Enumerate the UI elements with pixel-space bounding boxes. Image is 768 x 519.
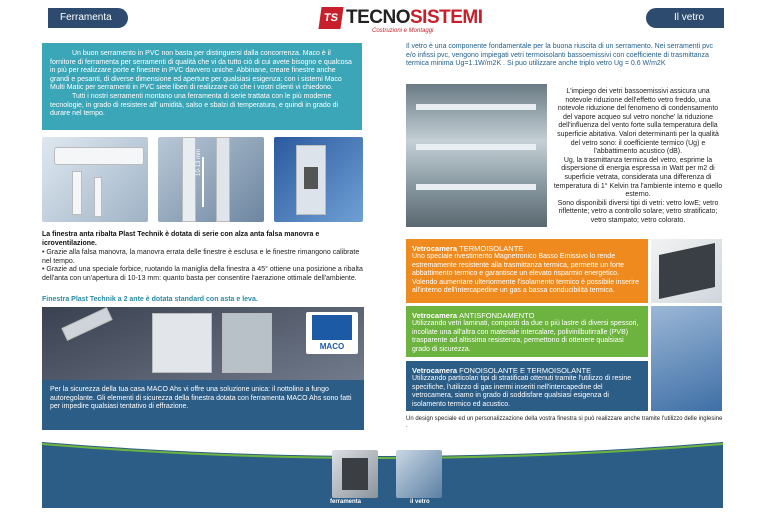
card-antisfondamento-text: Utilizzando vetri laminati, composti da due o più lastre di diversi spessori, incollate una all'altra con materiale intercalare, polivinilbutirralle (PVB) trasparente ad altissima resistenza, permettono di ottenere qualsiasi grado di sicurezza. [412,320,639,353]
card-antisfondamento-title: Vetrocamera ANTISFONDAMENTO [412,311,535,320]
glass-paragraph-1: L'impiego dei vetri bassoemissivi assicura una notevole riduzione dell'effetto vetro freddo, una notevole riduzione del fenomeno di condensamento del vapore acqueo sul vetro nonche' la riduzione dell'influenza del vento forte sulla temperatura della superficie abitativa. Valori determinanti per la qualità del vetro sono: il coefficiente termico (Ug) e l'abbattimento acustico (dB). [557,88,719,156]
thumbnail-ferramenta [332,450,378,498]
maco-emblem-icon [312,315,352,340]
tilt-opening-photo [158,137,264,222]
footnote-line-1: Un design speciale ed un personalizzazione della vostra finestra si può realizzare anche tramite l'utilizzo delle inglesine . [406,416,723,430]
features-list [42,249,364,283]
footer-wave [42,430,723,470]
glass-building-image [651,306,722,411]
logo-mark-icon: TS [318,7,343,29]
handle-photo-white [42,137,148,222]
vetro-intro-text: Il vetro è una componente fondamentale per la buona riuscita di un serramento. Nei serramenti pvc e/o infissi pvc, vengono impiegati vetri termoisolanti bassoemissivi con coefficiente di trasmittanza termica minima Ug=1.1W/m2K . Si puo utilizzare anche triplo vetro Ug = 0.6 W/m2K [406,43,714,68]
section-tab-vetro: Il vetro [646,8,724,28]
hinge-photo [274,137,363,222]
thumbnail-ferramenta-label: ferramenta [330,499,362,505]
section-tab-ferramenta: Ferramenta [48,8,128,28]
low-e-glass-description [553,88,723,226]
glass-production-photo [406,84,547,227]
thumbnail-vetro-label: il vetro [410,499,430,505]
maco-logo-text: MACO [319,342,345,351]
anta-ribalta-heading: La finestra anta ribalta Plast Technik è dotata di serie con alza anta falsa manovra e icroventilazione. [42,231,320,247]
glass-paragraph-3: Sono disponibili diversi tipi di vetri: vetro lowE; vetro riflettente; vetro a controllo solare; vetro stratificato; vetro stampato; vetro colorato. [557,199,719,224]
card-termoisolante-title: Vetrocamera TERMOISOLANTE [412,244,524,253]
window-tilt-image [651,239,722,303]
company-logo [320,7,483,37]
card-termoisolante [406,239,648,303]
two-sash-heading: Finestra Plast Technik a 2 ante è dotata standard con asta e leva. [42,296,258,303]
card-fonoisolante-title: Vetrocamera FONOISOLANTE E TERMOISOLANTE [412,366,592,375]
ferramenta-intro-box [42,43,362,130]
gap-measure-label: 10-13 mm [196,148,202,176]
logo-wordmark: TECNOSISTEMI [346,7,483,28]
intro-paragraph-2: Tutti i nostri serramenti montano una ferramenta di serie trattata con le più moderne tecnologie, in grado di resistere all' umidità, salso e sbalzi di temperatura, e quindi in grado di durare nel tempo. [50,92,339,118]
card-antisfondamento [406,306,648,357]
maco-security-text: Per la sicurezza della tua casa MACO Ahs vi offre una soluzione unica: il nottolino a fungo autoregolante. Gli elementi di sicurezza della finestra dotata con ferramenta MACO Ahs sono fatti per impedire qualsiasi tentativo di effrazione. [50,386,352,411]
card-fonoisolante [406,361,648,411]
feature-bullet-1: • Grazie alla falsa manovra, la manovra errata delle finestre è esclusa e le finestre rimangono calibrate nel tempo. [42,249,360,265]
thumbnail-vetro [396,450,442,498]
maco-security-box [42,380,364,433]
maco-logo [306,312,358,354]
glass-paragraph-2: Ug, la trasmittanza termica del vetro, esprime la dispersione di energia espressa in Watt per m2 di superficie vetrata, considerata una differenza di temperatura di 1° Kelvin tra l'ambiente interno e quello esterno. [553,156,723,199]
card-termoisolante-text: Uno speciale rivestimento Magnetronico Basso Emissivo lo rende estremamente resistente alla trasmittanza termica, permette un forte abbattimento termico e garantisce un elevato risparmio energetico. Volendo aumentare ulteriormente l'isolamento termico è possibile inserire all'interno dell'intercapedine un gas a bassa conducibilità termica. [412,253,640,295]
feature-bullet-2: • Grazie ad una speciale forbice, ruotando la maniglia della finestra a 45° ottiene una posizione a ribalta dell'anta con un'apertura di 10-13 mm: quanto basta per consentire l'aerazione ottimale dell'ambiente. [42,266,363,282]
logo-tagline: Costruzioni e Montaggi [372,28,434,34]
intro-paragraph-1: Un buon serramento in PVC non basta per distinguersi dalla concorrenza. Maco è il fornitore di ferramenta per serramenti di qualità che vi da tutto ciò di cui avete bisogno e qualcosa in più per realizzare porte e finestre in PVC davvero uniche. Abbinane, creare finestre anche grandi e pesanti, di diverse dimensione ed aperture per qualsiasi esigenza: con i sistemi Maco Multi Matic per serramenti in PVC siete liberi di realizzare ciò che i vostri clienti vi chiedono. [50,50,352,92]
card-fonoisolante-text: Utilizzando particolari tipi di stratificati ottenuti tramite l'utilizzo di resine specifiche, l'utilizzo di gas inermi inseriti nell'intercapedine del vetrocamera, siamo in grado di soddisfare qualsiasi esigenza di isolamento termico ed acustico. [412,375,632,408]
